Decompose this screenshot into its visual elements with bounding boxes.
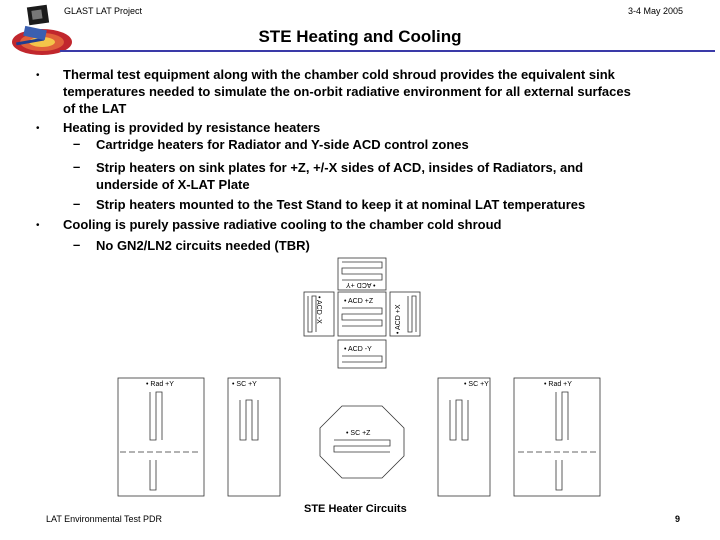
acd-plus-z-label: • ACD +Z	[344, 298, 374, 305]
heater-serpentine	[150, 460, 156, 490]
acd-plus-x-label: • ACD +X	[395, 304, 402, 334]
heater-serpentine	[240, 400, 258, 440]
sc-plus-y-left-panel	[228, 378, 280, 496]
project-name: GLAST LAT Project	[64, 6, 143, 16]
sub-bullet-cartridge: Cartridge heaters for Radiator and Y-side ACD control zones	[96, 137, 469, 152]
header-date: 3-4 May 2005	[628, 6, 684, 16]
rad-plus-y-left-panel	[118, 378, 204, 496]
footer-left: LAT Environmental Test PDR	[46, 514, 163, 524]
bullet-1-line-3: of the LAT	[63, 101, 127, 116]
sub-bullet-dash: –	[73, 237, 81, 252]
slide-title: STE Heating and Cooling	[258, 27, 462, 46]
page-number: 9	[675, 514, 681, 524]
heater-serpentine	[334, 440, 390, 452]
sub-bullet-dash: –	[73, 196, 81, 211]
bullet-3-line-1: Cooling is purely passive radiative cooling to the chamber cold shroud	[63, 217, 502, 232]
sub-bullet-strip-sink-line-1: Strip heaters on sink plates for +Z, +/-X sides of ACD, insides of Radiators, and	[96, 160, 584, 175]
rad-plus-y-right-label: • Rad +Y	[544, 381, 572, 388]
bullet-1-line-1: Thermal test equipment along with the chamber cold shroud provides the equivalent sink	[63, 67, 615, 82]
sc-plus-z-panel	[320, 406, 404, 478]
bullet-1-line-2: temperatures needed to simulate the on-orbit radiative environment for all external surfaces	[63, 84, 631, 99]
heater-serpentine	[408, 296, 416, 332]
sub-bullet-strip-sink-line-2: underside of X-LAT Plate	[96, 177, 250, 192]
sub-bullet-dash: –	[73, 136, 81, 151]
sc-plus-z-label: • SC +Z	[346, 430, 371, 437]
bullet-2-line-1: Heating is provided by resistance heaters	[63, 120, 321, 135]
heater-serpentine	[556, 460, 562, 490]
sc-plus-y-right-label: • SC +Y	[464, 381, 489, 388]
sub-bullet-test-stand: Strip heaters mounted to the Test Stand to keep it at nominal LAT temperatures	[96, 197, 586, 212]
heater-serpentine	[342, 262, 382, 280]
acd-minus-x-label: • ACD -X	[315, 296, 322, 324]
bullet-marker: •	[36, 70, 40, 81]
heater-serpentine	[150, 392, 162, 440]
sc-plus-y-right-panel	[438, 378, 490, 496]
sc-plus-y-left-label: • SC +Y	[232, 381, 257, 388]
acd-minus-y-label: • ACD -Y	[344, 346, 372, 353]
sub-bullet-dash: –	[73, 159, 81, 174]
sub-bullet-no-gn2: No GN2/LN2 circuits needed (TBR)	[96, 238, 310, 253]
acd-minus-y-panel	[338, 340, 386, 368]
heater-serpentine	[450, 400, 468, 440]
acd-plus-y-label: • ACD +Y	[346, 281, 376, 288]
rad-plus-y-right-panel	[514, 378, 600, 496]
bullet-marker: •	[36, 220, 40, 231]
heater-serpentine	[342, 356, 382, 362]
heater-serpentine	[556, 392, 568, 440]
bullet-marker: •	[36, 123, 40, 134]
diagram-caption: STE Heater Circuits	[304, 503, 407, 515]
heater-serpentine	[342, 308, 382, 326]
rad-plus-y-left-label: • Rad +Y	[146, 381, 174, 388]
